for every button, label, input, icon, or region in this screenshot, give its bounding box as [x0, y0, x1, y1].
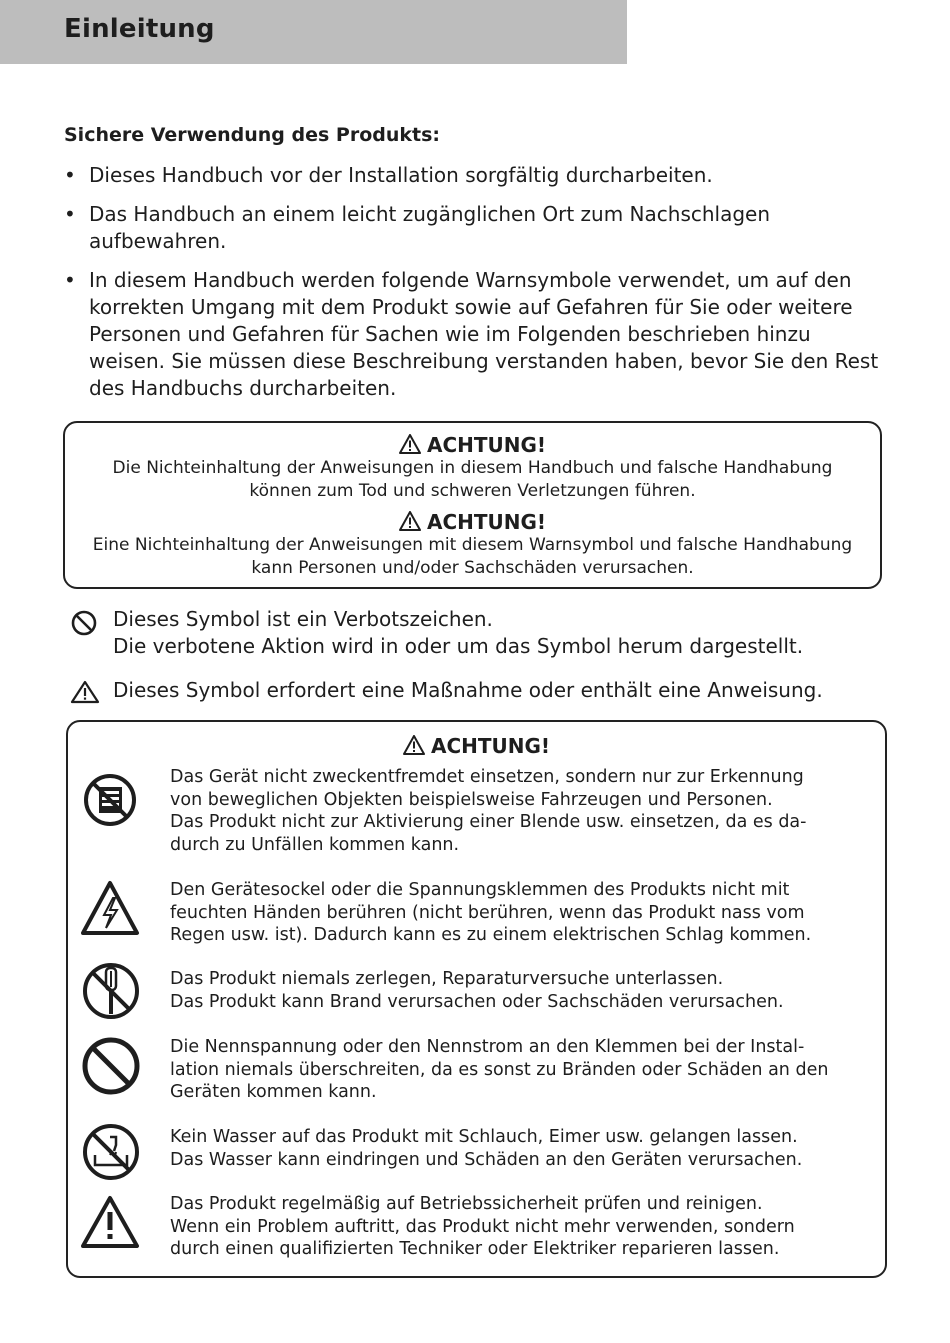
notice-text: Die Nichteinhaltung der Anweisungen in diesem Handbuch und falsche Handhabung können zum Tod und schweren Verletzungen führen. [112, 458, 833, 501]
warning-item-text [170, 968, 870, 1013]
warning-line: Das Produkt regelmäßig auf Betriebssicherheit prüfen und reinigen. [170, 1194, 763, 1214]
list-item [64, 267, 884, 402]
warning-line: Das Gerät nicht zweckentfremdet einsetzen, sondern nur zur Erkennung [170, 767, 804, 787]
prohibition-icon [80, 1035, 142, 1097]
no-disassembly-icon [80, 960, 142, 1022]
warning-line: durch einen qualifizierten Techniker oder Elektriker reparieren lassen. [170, 1239, 780, 1260]
warning-triangle-icon [403, 735, 425, 755]
general-warning-icon [80, 1194, 140, 1250]
warning-box [66, 720, 887, 1278]
no-misuse-icon [80, 770, 140, 830]
warning-line: Den Gerätesockel oder die Spannungsklemmen des Produkts nicht mit [170, 880, 790, 900]
warning-line: Kein Wasser auf das Produkt mit Schlauch, Eimer usw. gelangen lassen. [170, 1127, 798, 1147]
safety-notice-box [63, 421, 882, 589]
bullet-marker: • [64, 202, 76, 226]
legend-text: Dieses Symbol erfordert eine Maßnahme oder enthält eine Anweisung. [113, 678, 823, 702]
section-title: Sichere Verwendung des Produkts: [64, 124, 441, 146]
warning-item-text [170, 1126, 870, 1171]
list-item [64, 162, 884, 189]
warning-line: Wenn ein Problem auftritt, das Produkt nicht mehr verwenden, sondern [170, 1216, 795, 1237]
warning-line: durch zu Unfällen kommen kann. [170, 835, 460, 856]
warning-line: Das Produkt niemals zerlegen, Reparaturversuche unterlassen. [170, 969, 724, 989]
legend-text: Die verbotene Aktion wird in oder um das Symbol herum dargestellt. [113, 634, 804, 658]
warning-triangle-icon [399, 511, 421, 531]
no-water-icon [80, 1121, 142, 1183]
notice-heading-text: ACHTUNG! [426, 433, 547, 457]
warning-item-text [170, 1036, 870, 1104]
warning-line: Das Produkt kann Brand verursachen oder Sachschäden verursachen. [170, 991, 784, 1012]
list-item [64, 201, 884, 255]
notice-text: Eine Nichteinhaltung der Anweisungen mit diesem Warnsymbol und falsche Handhabung kann Personen und/oder Sachschäden verursachen. [92, 535, 853, 578]
warning-heading [68, 734, 885, 758]
bullet-text: Dieses Handbuch vor der Installation sorgfältig durcharbeiten. [89, 163, 713, 187]
electric-shock-warning-icon [80, 878, 140, 938]
warning-item-text [170, 1193, 870, 1261]
warning-line: feuchten Händen berühren (nicht berühren, wenn das Produkt nass vom [170, 902, 805, 923]
notice-heading-text: ACHTUNG! [426, 510, 547, 534]
intro-bullet-list [64, 162, 884, 414]
page-title: Einleitung [64, 14, 215, 44]
warning-line: Die Nennspannung oder den Nennstrom an den Klemmen bei der Instal- [170, 1037, 805, 1057]
warning-line: von beweglichen Objekten beispielsweise Fahrzeugen und Personen. [170, 789, 773, 810]
warning-item-text [170, 879, 870, 947]
notice-heading [65, 433, 880, 457]
warning-line: Das Produkt nicht zur Aktivierung einer Blende usw. einsetzen, da es da- [170, 812, 807, 833]
bullet-marker: • [64, 163, 76, 187]
warning-heading-text: ACHTUNG! [430, 734, 551, 758]
warning-triangle-icon [399, 434, 421, 454]
warning-line: Geräten kommen kann. [170, 1082, 377, 1103]
prohibition-icon [70, 609, 98, 637]
warning-line: lation niemals überschreiten, da es sonst zu Bränden oder Schäden an den [170, 1059, 829, 1080]
bullet-text: Das Handbuch an einem leicht zugänglichen Ort zum Nachschlagen aufbewahren. [89, 202, 771, 253]
warning-line: Das Wasser kann eindringen und Schäden an den Geräten verursachen. [170, 1149, 803, 1170]
bullet-text: In diesem Handbuch werden folgende Warnsymbole verwendet, um auf den korrekten Umgang mit dem Produkt sowie auf Gefahren für Sie oder weitere Personen und Gefahren für Sachen wie im Folgenden beschrieben hinzu weisen. Sie müssen diese Beschreibung verstanden haben, bevor Sie den Rest des Handbuchs durcharbeiten. [89, 268, 879, 400]
notice-heading [65, 510, 880, 534]
warning-item-text [170, 766, 870, 857]
legend-text: Dieses Symbol ist ein Verbotszeichen. [113, 607, 493, 631]
bullet-marker: • [64, 268, 76, 292]
warning-line: Regen usw. ist). Dadurch kann es zu einem elektrischen Schlag kommen. [170, 925, 812, 946]
warning-triangle-icon [70, 680, 100, 704]
